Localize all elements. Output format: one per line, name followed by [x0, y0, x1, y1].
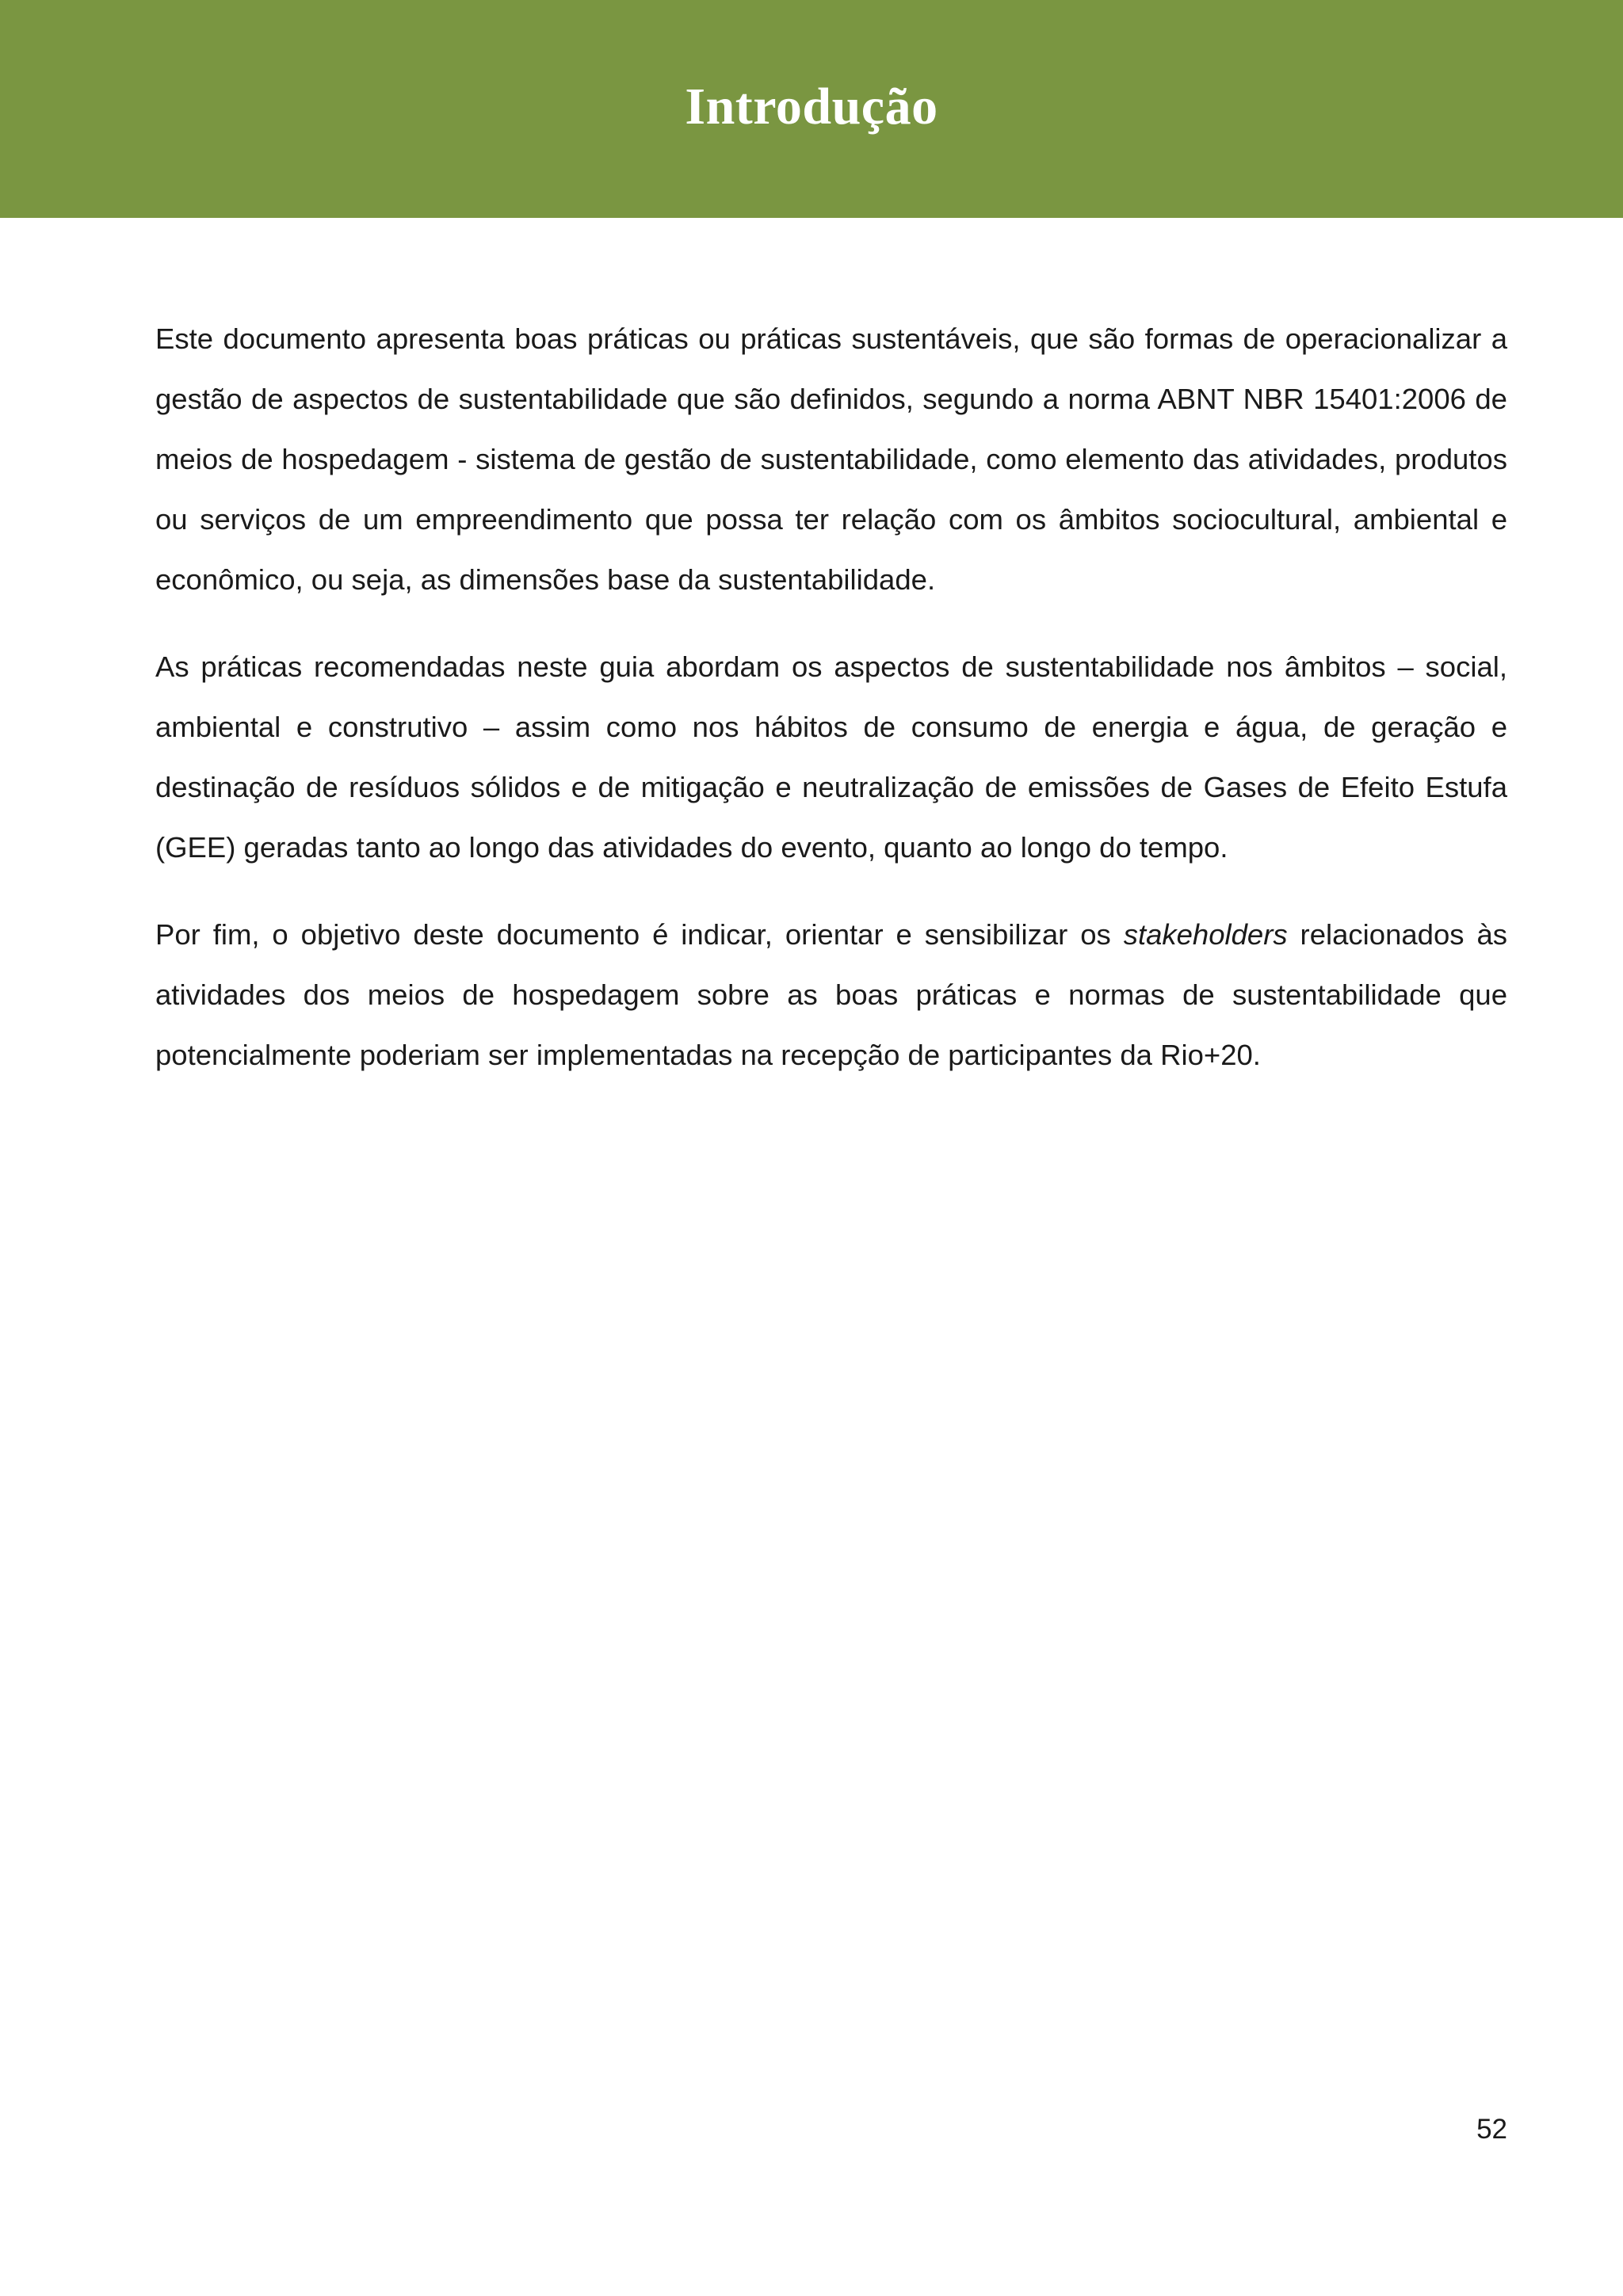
paragraph-3-text-after: relacionados às atividades dos meios de hospedagem sobre as boas práticas e normas de sustentabilidade que potencialmente poderiam ser implementadas na recepção de participantes da Rio+20. — [155, 918, 1507, 1071]
paragraph-3-text-before: Por fim, o objetivo deste documento é indicar, orientar e sensibilizar os — [155, 918, 1124, 951]
paragraph-3 — [155, 905, 1507, 1085]
paragraph-2: As práticas recomendadas neste guia abordam os aspectos de sustentabilidade nos âmbitos – social, ambiental e construtivo – assim como nos hábitos de consumo de energia e água, de geração e destinação de resíduos sólidos e de mitigação e neutralização de emissões de Gases de Efeito Estufa (GEE) geradas tanto ao longo das atividades do evento, quanto ao longo do tempo. — [155, 650, 1507, 864]
page-number: 52 — [1476, 2114, 1507, 2145]
paragraph-3-emphasis: stakeholders — [1123, 918, 1288, 951]
paragraph-1: Este documento apresenta boas práticas ou práticas sustentáveis, que são formas de operacionalizar a gestão de aspectos de sustentabilidade que são definidos, segundo a norma ABNT NBR 15401:2006 de meios de hospedagem - sistema de gestão de sustentabilidade, como elemento das atividades, produtos ou serviços de um empreendimento que possa ter relação com os âmbitos sociocultural, ambiental e econômico, ou seja, as dimensões base da sustentabilidade. — [155, 322, 1507, 596]
document-body — [155, 309, 1507, 1112]
page-title: Introdução — [685, 77, 938, 135]
header-band — [0, 0, 1623, 218]
